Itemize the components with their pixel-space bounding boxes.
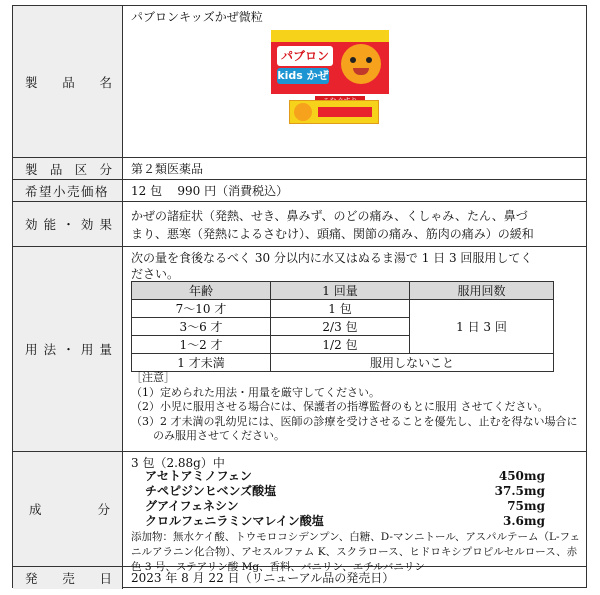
product-name: パブロンキッズかぜ微粒 xyxy=(131,10,263,24)
header-age: 年齢 xyxy=(132,282,271,300)
product-packet xyxy=(289,100,379,124)
packet-tiger-icon xyxy=(294,103,312,121)
row-dosage xyxy=(13,247,586,452)
label-efficacy: 効 能 ・ 効 果 xyxy=(13,202,123,246)
row-price xyxy=(13,180,586,202)
value-dosage: 次の量を食後なるべく 30 分以内に水又はぬるま湯で 1 日 3 回服用してく ださい。 年齢 1 回量 服用回数 7～10 才 1 包 1 日 3 回 3～6 才 2/3 包 1～2 才 1/2 包 1 才未満 服用しないこと ［注意］ （1）定められた用法・用量を厳守してください。 （2）小児に服用させる場合には、保護者の指導監督のもとに服用 させてください。 （3）2 才未満の乳幼児には、医師の診療を受けさせることを優先し、止むを得ない場合にのみ服用させてください。 xyxy=(123,247,586,451)
header-frequency: 服用回数 xyxy=(410,282,554,300)
frequency-cell: 1 日 3 回 xyxy=(410,300,554,354)
table-row: 1 才未満 服用しないこと xyxy=(132,354,554,372)
value-efficacy: かぜの諸症状（発熱、せき、鼻みず、のどの痛み、くしゃみ、たん、鼻づ まり、悪寒（発熱によるさむけ）、頭痛、関節の痛み、筋肉の痛み）の緩和 xyxy=(131,209,534,241)
additives: 添加物：無水ケイ酸、トウモロコシデンプン、白糖、D-マンニトール、アスパルテーム（L-フェニルアラニン化合物）、アセスルファム K、スクラロース、ヒドロキシプロピルセルロース、赤色 3 号、ステアリン酸 Mg、香料、バニリン、エチルバニリン xyxy=(131,531,580,573)
value-category: 第２類医薬品 xyxy=(131,162,204,176)
product-box xyxy=(271,30,389,108)
table-row: 7～10 才 1 包 1 日 3 回 xyxy=(132,300,554,318)
label-product-name: 製 品 名 xyxy=(13,6,123,157)
product-info-table xyxy=(12,5,587,588)
label-category: 製 品 区 分 xyxy=(13,158,123,179)
label-dosage: 用 法 ・ 用 量 xyxy=(13,247,123,451)
row-product-name xyxy=(13,6,586,158)
label-release-date: 発 売 日 xyxy=(13,567,123,589)
value-release-date: 2023 年 8 月 22 日（リニューアル品の発売日） xyxy=(131,571,395,585)
row-release-date xyxy=(13,567,586,589)
dosage-table xyxy=(131,281,554,372)
product-image xyxy=(271,30,401,126)
value-ingredients: 3 包（2.88g）中 アセトアミノフェン 450mg チペピジンヒベンズ酸塩 37.5mg グアイフェネシン 75mg クロルフェニラミンマレイン酸塩 3.6mg 添加物：無水ケイ酸、トウモロコシデンプン、白糖、D-マンニトール、アスパルテーム（L-フェニルアラニン化合物）、アセスルファム K、スクラロース、ヒドロキシプロピルセルロース、赤色 3 号、ステアリン酸 Mg、香料、バニリン、エチルバニリン xyxy=(131,456,580,573)
value-product-name xyxy=(123,6,586,157)
dosage-notes: ［注意］ （1）定められた用法・用量を厳守してください。 （2）小児に服用させる場合には、保護者の指導監督のもとに服用 させてください。 （3）2 才未満の乳幼児には、医師の診療を受けさせることを優先し、止むを得ない場合にのみ服用させてください。 xyxy=(131,371,578,442)
brand-logo: パブロン xyxy=(277,46,333,66)
row-category xyxy=(13,158,586,180)
label-price: 希望小売価格 xyxy=(13,180,123,201)
value-price: 12 包 990 円（消費税込） xyxy=(131,184,289,198)
tiger-mascot-icon xyxy=(341,44,381,84)
row-efficacy xyxy=(13,202,586,247)
label-ingredients: 成 分 xyxy=(13,452,123,566)
kids-logo: kids かぜ xyxy=(277,69,329,82)
header-dose: 1 回量 xyxy=(271,282,410,300)
table-row: 3～6 才 2/3 包 xyxy=(132,318,554,336)
row-ingredients xyxy=(13,452,586,573)
table-row: 1～2 才 1/2 包 xyxy=(132,336,554,354)
